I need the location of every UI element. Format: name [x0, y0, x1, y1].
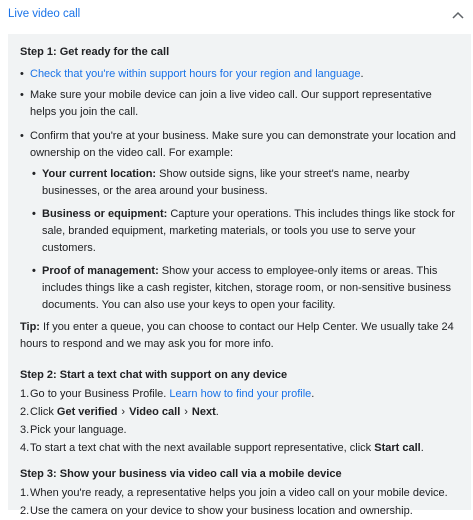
- item-number: 4.: [20, 442, 30, 454]
- tip-text: If you enter a queue, you can choose to contact our Help Center. We usually take 24 hours to respond and we may ask you for more info.: [20, 321, 454, 350]
- item-number: 2.: [20, 406, 30, 418]
- step-2-list: [20, 386, 461, 457]
- step-1-list: [20, 66, 461, 314]
- step-3-list: [20, 485, 461, 520]
- item-text: Use the camera on your device to show your business location and ownership.: [30, 505, 413, 517]
- step-1-heading: Step 1: Get ready for the call: [20, 46, 170, 58]
- step-2-item-2: [20, 404, 461, 421]
- item-punct: .: [215, 406, 219, 418]
- start-call-label: Start call: [374, 442, 421, 454]
- example-label: Business or equipment:: [42, 208, 168, 220]
- next-label: Next: [191, 406, 216, 418]
- item-text: When you're ready, a representative helps you join a video call on your mobile device.: [30, 487, 448, 499]
- step-1-bullet-confirm-business: [20, 128, 461, 314]
- item-punct: .: [311, 388, 315, 400]
- example-label: Your current location:: [42, 168, 157, 180]
- step-2-item-3: [20, 422, 461, 439]
- video-call-label: Video call: [129, 406, 181, 418]
- step-3-item-1: [20, 485, 461, 502]
- step-3-heading: Step 3: Show your business via video call via a mobile device: [20, 468, 342, 480]
- example-text: Show your access to employee-only items or areas. This includes things like a cash register, kitchen, storage room, or non-sensitive business documents. You can also use your keys to open your facility.: [42, 265, 452, 311]
- item-text: Pick your language.: [30, 424, 127, 436]
- step-2-item-4: [20, 440, 461, 457]
- item-number: 3.: [20, 424, 30, 436]
- chevron-right-icon: ›: [121, 406, 126, 418]
- step-3-item-2: [20, 503, 461, 520]
- example-proof-of-management: [30, 263, 461, 314]
- item-punct: .: [420, 442, 424, 454]
- bullet-text: Confirm that you're at your business. Make sure you can demonstrate your location and ownership on the video call. For example:: [30, 130, 456, 159]
- bullet-text: Make sure your mobile device can join a live video call. Our support representative helps you join the call.: [30, 89, 432, 118]
- example-current-location: [30, 166, 461, 200]
- tip-paragraph: [20, 319, 461, 353]
- accordion-content-panel: [8, 34, 471, 517]
- example-business-equipment: [30, 206, 461, 257]
- example-text: Show outside signs, like your street's name, nearby businesses, or the area around your business.: [42, 168, 410, 197]
- step-1-bullet-support-hours: [20, 66, 461, 83]
- proof-examples-list: [30, 166, 461, 314]
- item-number: 2.: [20, 505, 30, 517]
- example-label: Proof of management:: [42, 265, 159, 277]
- step-2-heading: Step 2: Start a text chat with support on any device: [20, 369, 288, 381]
- support-hours-link[interactable]: Check that you're within support hours for your region and language: [30, 68, 361, 80]
- item-text: Click: [30, 406, 57, 418]
- chevron-right-icon: ›: [184, 406, 188, 418]
- tip-label: Tip:: [20, 321, 40, 333]
- step-2-item-1: [20, 386, 461, 403]
- live-video-call-accordion-header[interactable]: [0, 0, 473, 29]
- item-number: 1.: [20, 388, 30, 400]
- chevron-up-icon[interactable]: [451, 8, 465, 22]
- step-1-bullet-mobile-device: [20, 87, 461, 121]
- item-text: To start a text chat with the next available support representative, click: [30, 442, 375, 454]
- accordion-title: Live video call: [8, 8, 81, 20]
- bullet-punct: .: [360, 68, 364, 80]
- example-text: Capture your operations. This includes things like stock for sale, branded equipment, marketing materials, or tools you use to serve your customers.: [42, 208, 456, 254]
- item-number: 1.: [20, 487, 30, 499]
- item-text: Go to your Business Profile.: [30, 388, 170, 400]
- get-verified-label: Get verified: [56, 406, 118, 418]
- find-profile-link[interactable]: Learn how to find your profile: [169, 388, 312, 400]
